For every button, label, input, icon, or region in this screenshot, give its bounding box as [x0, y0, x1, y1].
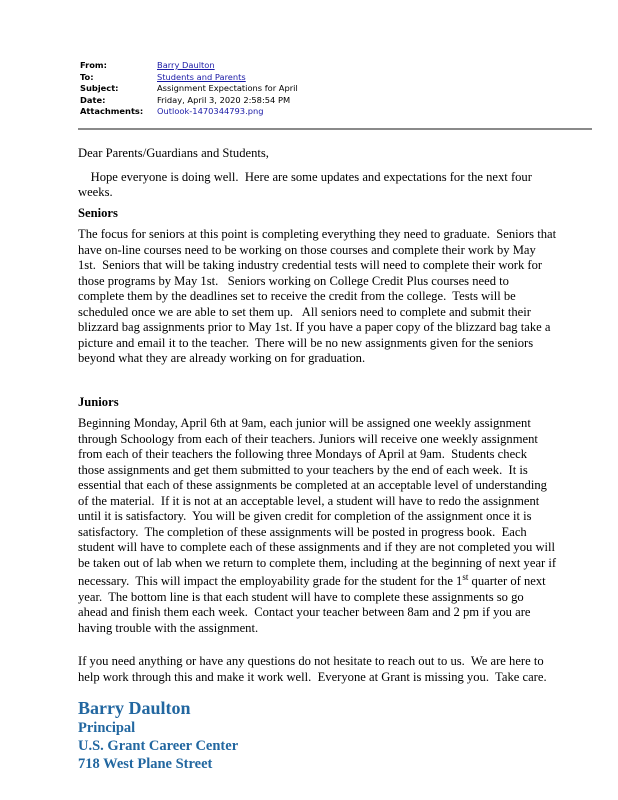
- text-line: The focus for seniors at this point is completing everything they need to graduate. Seniors that: [78, 227, 557, 241]
- text-line: satisfactory. The completion of these assignments will be posted in progress book. Each: [78, 524, 527, 539]
- date-value: Friday, April 3, 2020 2:58:54 PM: [157, 94, 291, 105]
- text-line: be taken out of lab when we return to complete them, including at the beginning of next year if: [78, 555, 557, 570]
- date-label: Date:: [80, 94, 106, 105]
- text-line: those assignments and get them submitted to your teachers by the end of each week. It is: [78, 462, 528, 477]
- email-body: [78, 146, 556, 685]
- subject-label: Subject:: [80, 83, 119, 94]
- text-line: from each of their teachers the following three Mondays of April at 9am. Students check: [78, 447, 528, 461]
- closing-paragraph: [78, 654, 556, 685]
- signature-title: Principal: [78, 720, 136, 736]
- subject-value: Assignment Expectations for April: [157, 83, 298, 94]
- text: quarter of next: [468, 574, 546, 588]
- text-line: until it is satisfactory. You will be given credit for completion of the assignment once it is: [78, 509, 532, 523]
- text-line: having trouble with the assignment.: [78, 620, 259, 635]
- email-header: [80, 60, 298, 118]
- seniors-paragraph: [78, 227, 556, 367]
- to-label: To:: [80, 71, 94, 82]
- text-line: beyond what they are already working on for graduation.: [78, 351, 366, 365]
- email-content: [78, 146, 556, 783]
- text-line: ahead and finish them each week. Contact your teacher between 8am and 2 pm if you are: [78, 605, 531, 619]
- text-line: those programs by May 1st. Seniors working on College Credit Plus courses need to: [78, 273, 509, 288]
- from-link[interactable]: Barry Daulton: [157, 60, 215, 70]
- text-line: Beginning Monday, April 6th at 9am, each junior will be assigned one weekly assignment: [78, 416, 531, 430]
- text-line: complete them by the deadlines set to receive the credit from the college. Tests will be: [78, 289, 516, 303]
- signature-address: 718 West Plane Street: [78, 756, 213, 772]
- text-line: have on-line courses need to be working on those courses and complete their work by May: [78, 242, 536, 257]
- text-line: year. The bottom line is that each student will have to complete these assignments so go: [78, 589, 524, 604]
- signature: [78, 697, 556, 783]
- header-divider: [78, 128, 592, 130]
- from-label: From:: [80, 60, 107, 70]
- attachment-link[interactable]: Outlook-1470344793.png: [157, 106, 264, 117]
- text-line: student will have to complete each of these assignments and if they are not completed you will: [78, 540, 556, 554]
- text-line: picture and email it to the teacher. There will be no new assignments given for the seniors: [78, 335, 534, 350]
- seniors-heading: Seniors: [78, 205, 118, 220]
- text: necessary. This will impact the employability grade for the student for the 1: [78, 574, 463, 588]
- text-line: essential that each of these assignments be completed at an acceptable level of understanding: [78, 478, 547, 492]
- attachments-label: Attachments:: [80, 106, 144, 117]
- greeting: Dear Parents/Guardians and Students,: [78, 146, 269, 160]
- superscript: st: [462, 571, 469, 582]
- text-line: Hope everyone is doing well. Here are some updates and expectations for the next four: [78, 169, 532, 184]
- intro-paragraph: [78, 170, 556, 201]
- text-line: help work through this and make it work well. Everyone at Grant is missing you. Take care.: [78, 669, 547, 684]
- text-line: of the material. If it is not at an acceptable level, a student will have to redo the assignment: [78, 493, 540, 508]
- juniors-paragraph-end: [78, 590, 556, 637]
- signature-org: U.S. Grant Career Center: [78, 738, 239, 754]
- juniors-line-superscript: [78, 571, 556, 590]
- text-line: weeks.: [78, 185, 113, 199]
- text-line: through Schoology from each of their teachers. Juniors will receive one weekly assignment: [78, 431, 538, 446]
- juniors-paragraph: [78, 416, 556, 571]
- text-line: scheduled once we are able to set them up. All seniors need to complete and submit their: [78, 304, 531, 319]
- juniors-heading: Juniors: [78, 394, 119, 409]
- text-line: 1st. Seniors that will be taking industry credential tests will need to complete their work for: [78, 258, 543, 272]
- signature-name: Barry Daulton: [78, 698, 191, 718]
- text-line: blizzard bag assignments prior to May 1st. If you have a paper copy of the blizzard bag take a: [78, 320, 551, 334]
- to-link[interactable]: Students and Parents: [157, 71, 246, 82]
- text-line: If you need anything or have any questions do not hesitate to reach out to us. We are here to: [78, 654, 544, 668]
